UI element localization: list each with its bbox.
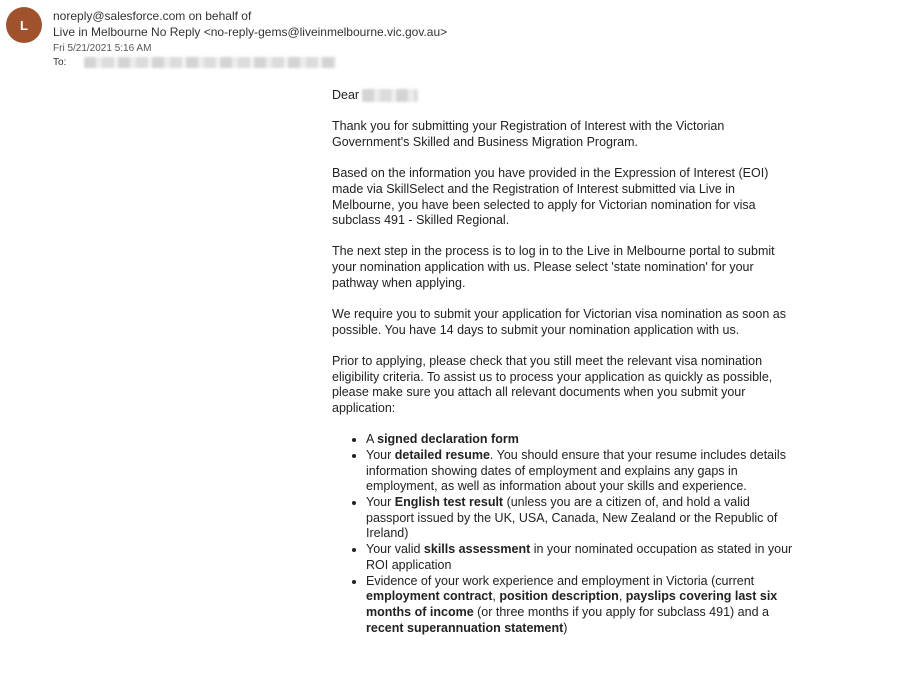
sent-date: Fri 5/21/2021 5:16 AM xyxy=(53,43,152,54)
list-item-text: ) xyxy=(563,620,568,635)
paragraph-next-step: The next step in the process is to log in to the Live in Melbourne portal to submit your nomination application with us. Please select 'state nomination' for your pathway when applying. xyxy=(332,244,775,290)
list-item-bold: recent superannuation statement xyxy=(366,620,564,635)
paragraph-selection: Based on the information you have provided in the Expression of Interest (EOI) made via SkillSelect and the Registration of Interest submitted via Live in Melbourne, you have been selected to apply for Victorian nomination for visa subclass 491 - Skilled Regional. xyxy=(332,166,769,228)
sender-avatar[interactable] xyxy=(6,7,42,43)
list-item-text: , xyxy=(492,589,500,604)
list-item-bold: position description xyxy=(499,589,619,604)
to-label: To: xyxy=(53,57,67,68)
redacted-recipient-name xyxy=(362,89,418,102)
sender-name[interactable]: Live in Melbourne No Reply <no-reply-gems@liveinmelbourne.vic.gov.au> xyxy=(53,25,448,39)
list-item-text: in your nominated occupation as stated in your ROI application xyxy=(366,542,793,572)
list-item-text: (unless you are a citizen of, and hold a valid passport issued by the UK, USA, Canada, New Zealand or the Republic of Ireland) xyxy=(366,495,778,541)
list-item-text: Your valid xyxy=(366,542,424,557)
list-item-text: . You should ensure that your resume includes details information showing dates of employment and explains any gaps in employment, as well as information about your skills and experience. xyxy=(366,447,786,494)
list-item xyxy=(366,432,797,448)
redacted-recipient xyxy=(84,57,336,68)
list-item-bold: payslips covering last six months of income xyxy=(366,589,778,619)
list-item xyxy=(366,448,797,495)
avatar-letter: L xyxy=(20,17,28,33)
paragraph-thanks: Thank you for submitting your Registration of Interest with the Victorian Government's Skilled and Business Migration Program. xyxy=(332,119,725,149)
list-item-text: (or three months if you apply for subclass 491) and a xyxy=(473,604,769,619)
to-line xyxy=(53,57,336,68)
list-item-bold: skills assessment xyxy=(423,542,531,557)
list-item-bold: signed declaration form xyxy=(377,432,519,447)
list-item-bold: detailed resume xyxy=(394,447,490,462)
list-item-text: , xyxy=(618,589,626,604)
list-item-text: Your xyxy=(366,495,395,510)
list-item-bold: employment contract xyxy=(366,589,493,604)
list-item-text: Your xyxy=(366,447,395,462)
paragraph-deadline: We require you to submit your application for Victorian visa nomination as soon as possible. You have 14 days to submit your nomination application with us. xyxy=(332,307,786,337)
required-documents-list xyxy=(332,432,797,636)
list-item-text: A xyxy=(366,432,378,447)
list-item xyxy=(366,574,797,637)
greeting-line xyxy=(332,88,797,104)
list-item-text: Evidence of your work experience and employment in Victoria (current xyxy=(366,573,755,588)
email-header xyxy=(0,0,910,80)
list-item xyxy=(366,542,797,573)
from-address[interactable]: noreply@salesforce.com on behalf of xyxy=(53,9,252,23)
list-item xyxy=(366,495,797,542)
paragraph-prior-to-applying: Prior to applying, please check that you still meet the relevant visa nomination eligibility criteria. To assist us to process your application as quickly as possible, please make sure you attach all relevant documents when you submit your application: xyxy=(332,353,773,416)
greeting-text: Dear xyxy=(332,88,360,102)
list-item-bold: English test result xyxy=(394,495,504,510)
email-body xyxy=(332,88,797,636)
